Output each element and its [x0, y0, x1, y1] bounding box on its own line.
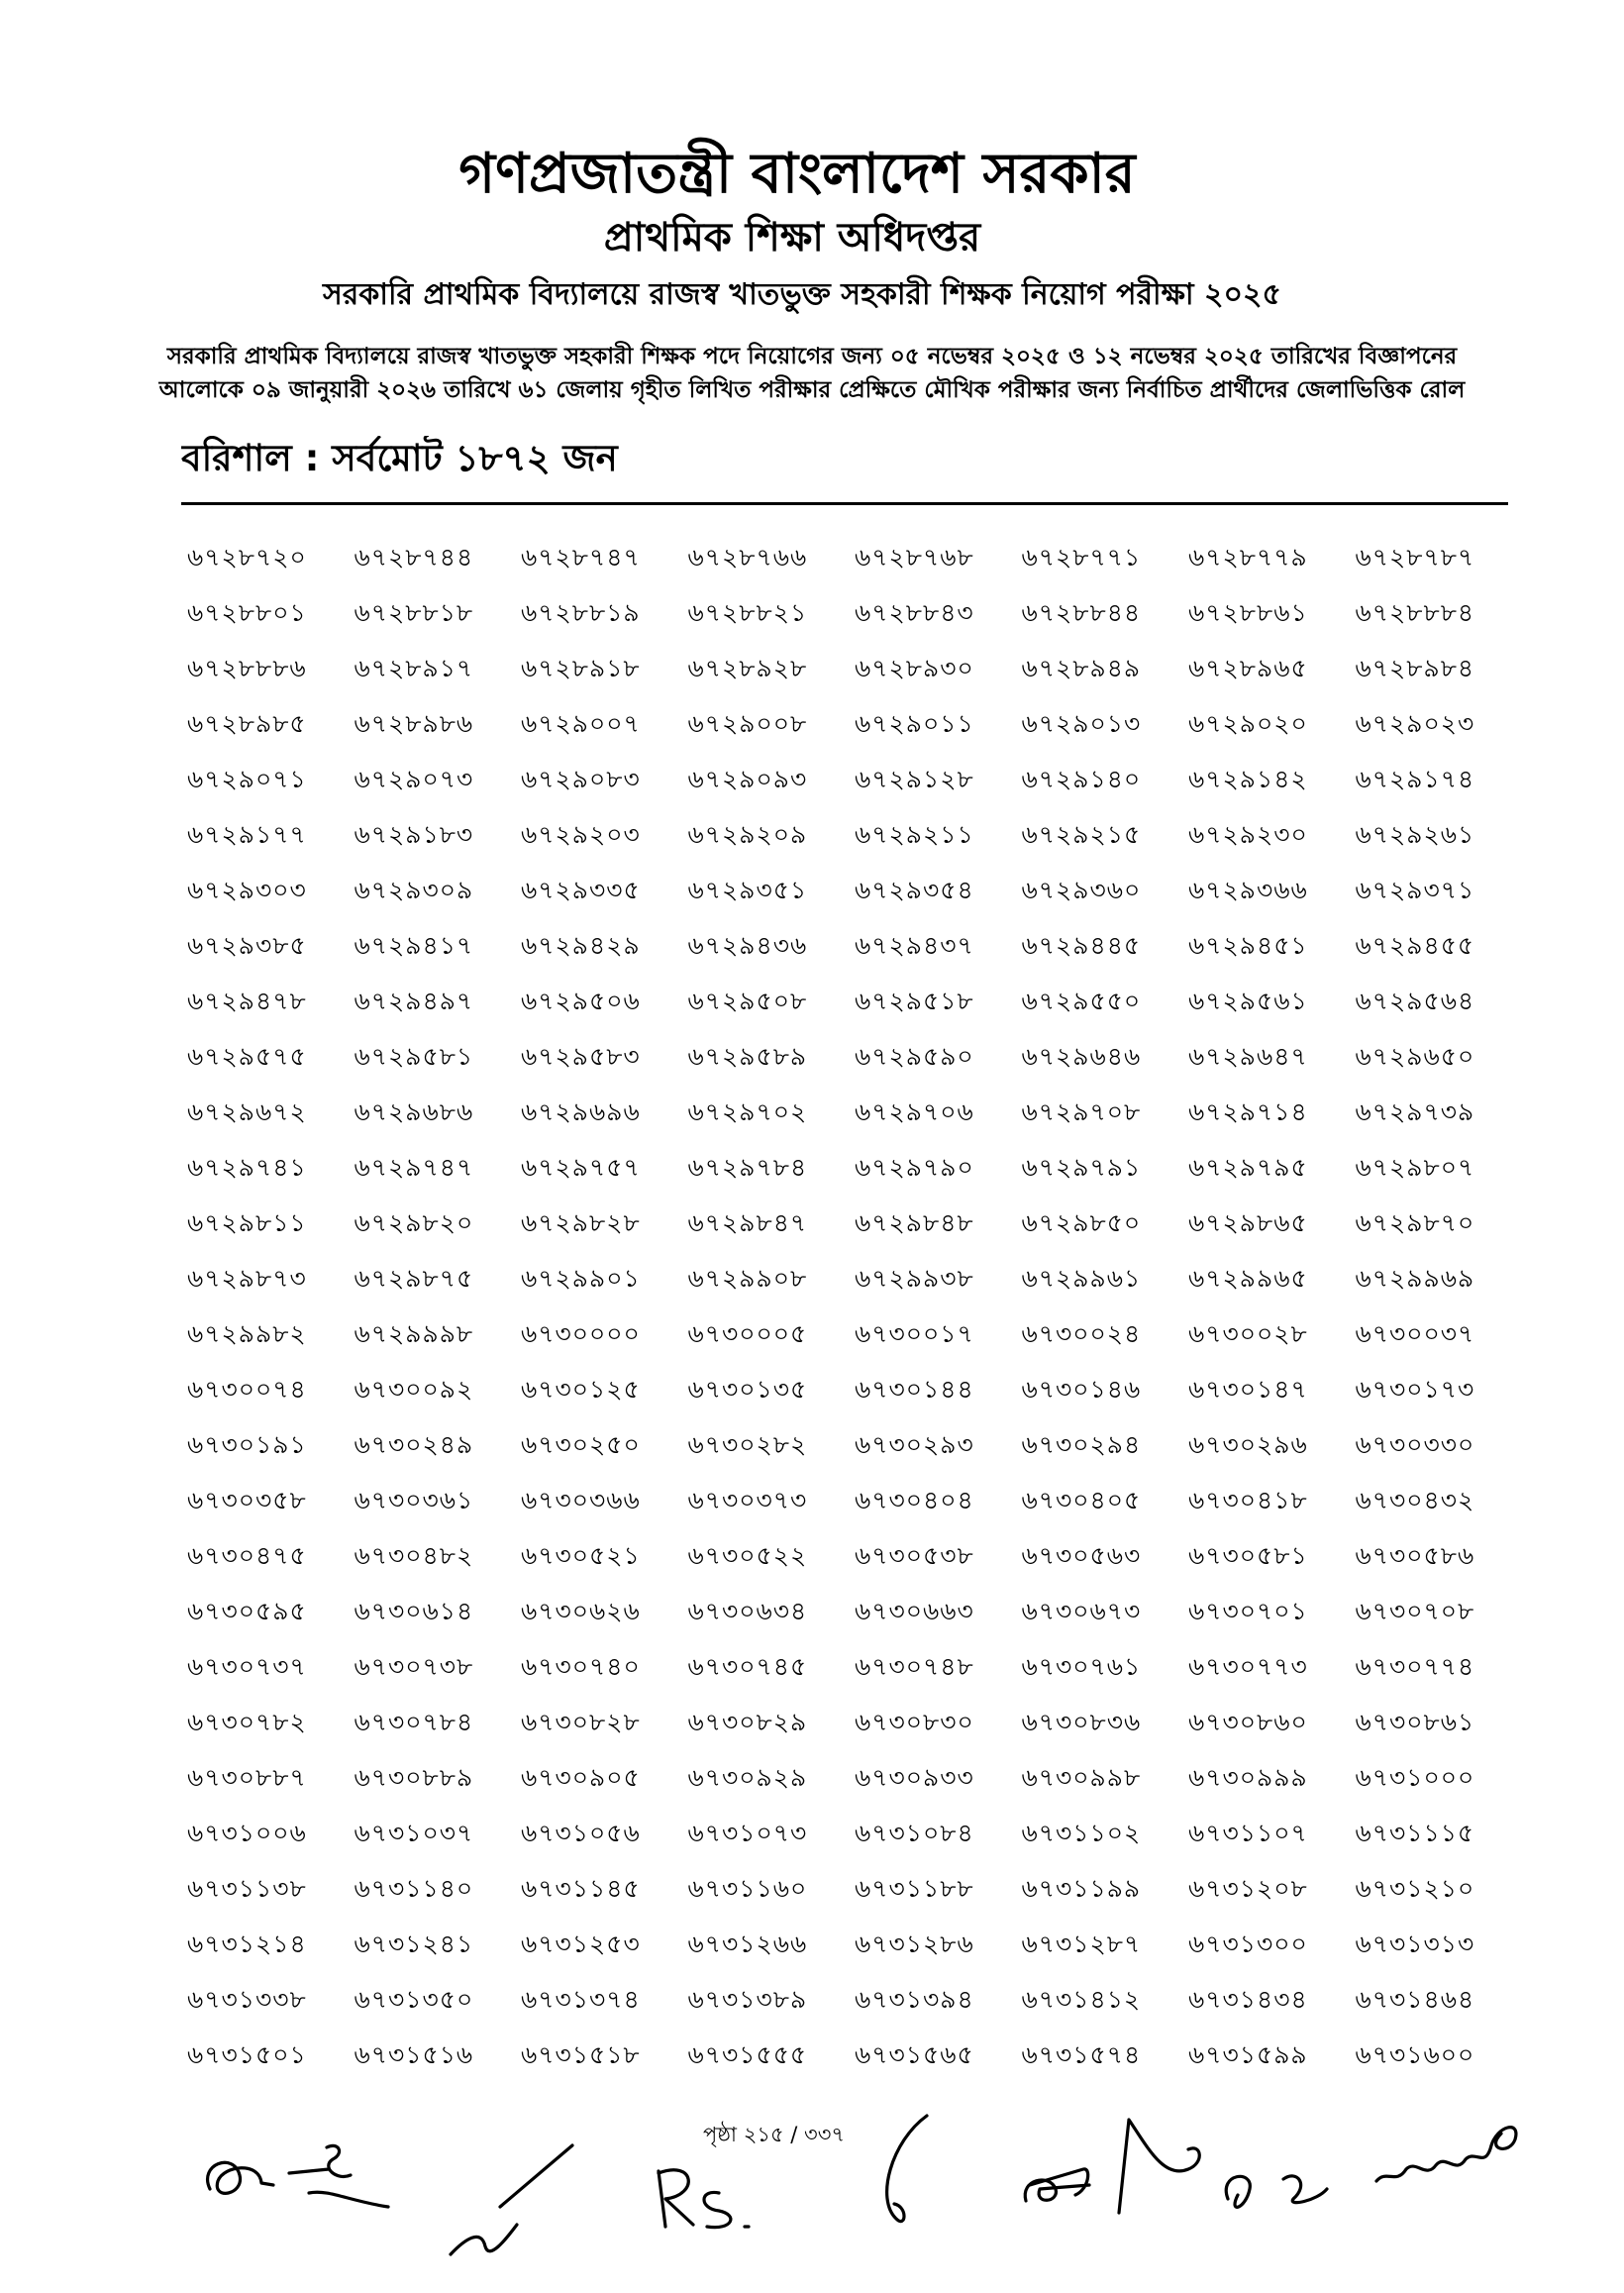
- roll-number: ৬৭২৯৭৪১: [187, 1153, 307, 1182]
- roll-row: [187, 1972, 1522, 2028]
- roll-number: ৬৭২৮৯৮৪: [1355, 654, 1475, 682]
- roll-number: ৬৭২৯৭৯১: [1021, 1153, 1142, 1182]
- roll-number: ৬৭৩০৪১৮: [1188, 1486, 1308, 1514]
- roll-number: ৬৭২৯৫৮৯: [687, 1042, 808, 1071]
- roll-number: ৬৭২৯৬৯৬: [521, 1097, 641, 1126]
- roll-number: ৬৭২৯৯০৮: [687, 1264, 808, 1293]
- roll-number: ৬৭২৮৭৪৪: [354, 543, 474, 572]
- page-number: পৃষ্ঠা ২১৫ / ৩৩৭: [703, 2123, 845, 2146]
- roll-number: ৬৭৩০৬১৪: [354, 1597, 474, 1625]
- roll-number: ৬৭৩১৩৭৪: [521, 1985, 641, 2014]
- signature-4: [887, 2116, 927, 2222]
- roll-number: ৬৭২৮৯১৭: [354, 654, 474, 682]
- roll-number: ৬৭৩১২১০: [1355, 1874, 1475, 1903]
- roll-number: ৬৭৩১৫৭৪: [1021, 2040, 1142, 2069]
- roll-number: ৬৭২৯০১৩: [1021, 709, 1142, 738]
- roll-number-grid: [187, 530, 1522, 2083]
- roll-number: ৬৭৩১৪১২: [1021, 1985, 1142, 2014]
- roll-number: ৬৭৩১৩৯৪: [855, 1985, 974, 2014]
- roll-number: ৬৭২৯৩৫১: [687, 876, 808, 904]
- roll-number: ৬৭৩১১০২: [1021, 1819, 1142, 1847]
- roll-number: ৬৭৩১১৪৫: [521, 1874, 641, 1903]
- roll-number: ৬৭২৯৭৯০: [855, 1153, 974, 1182]
- roll-number: ৬৭৩০৫২২: [687, 1541, 808, 1570]
- roll-number: ৬৭৩০১৯১: [187, 1430, 307, 1459]
- roll-number: ৬৭২৯২১১: [855, 820, 974, 849]
- roll-number: ৬৭৩১০০০: [1355, 1763, 1475, 1792]
- roll-number: ৬৭৩১২৮৬: [855, 1929, 974, 1958]
- roll-row: [187, 863, 1522, 918]
- roll-row: [187, 1639, 1522, 1695]
- roll-number: ৬৭২৮৭২০: [187, 543, 307, 572]
- roll-row: [187, 1140, 1522, 1196]
- roll-number: ৬৭২৯৪৩৭: [855, 931, 974, 960]
- roll-number: ৬৭২৯৬৪৭: [1188, 1042, 1308, 1071]
- roll-row: [187, 1584, 1522, 1639]
- roll-number: ৬৭৩০১৪৭: [1188, 1375, 1308, 1404]
- roll-number: ৬৭২৮৯৩০: [855, 654, 974, 682]
- roll-row: [187, 1251, 1522, 1306]
- roll-number: ৬৭৩০৩৩০: [1355, 1430, 1475, 1459]
- roll-number: ৬৭২৯৭০৬: [855, 1097, 974, 1126]
- roll-number: ৬৭৩০৮৬০: [1188, 1708, 1308, 1736]
- roll-row: [187, 2028, 1522, 2083]
- roll-number: ৬৭৩১১০৭: [1188, 1819, 1308, 1847]
- roll-number: ৬৭২৯৪৯৭: [354, 987, 474, 1015]
- roll-number: ৬৭২৯৭০৮: [1021, 1097, 1142, 1126]
- roll-number: ৬৭২৯০৯৩: [687, 765, 808, 793]
- roll-number: ৬৭৩১২৫৩: [521, 1929, 641, 1958]
- roll-number: ৬৭৩০১৩৫: [687, 1375, 808, 1404]
- roll-number: ৬৭২৯২০৩: [521, 820, 641, 849]
- roll-number: ৬৭৩০৯৩৩: [855, 1763, 974, 1792]
- roll-number: ৬৭৩১২৮৭: [1021, 1929, 1142, 1958]
- roll-number: ৬৭৩০০৭৪: [187, 1375, 307, 1404]
- roll-number: ৬৭২৯৪৭৮: [187, 987, 307, 1015]
- roll-number: ৬৭২৮৮০১: [187, 598, 307, 627]
- roll-number: ৬৭২৯৪৪৫: [1021, 931, 1142, 960]
- roll-number: ৬৭২৮৯৬৫: [1188, 654, 1308, 682]
- roll-number: ৬৭২৯০১১: [855, 709, 974, 738]
- roll-number: ৬৭৩০৫৬৩: [1021, 1541, 1142, 1570]
- roll-number: ৬৭৩০৫৩৮: [855, 1541, 974, 1570]
- roll-number: ৬৭৩০২৫০: [521, 1430, 641, 1459]
- roll-number: ৬৭২৯৭৮৪: [687, 1153, 808, 1182]
- roll-number: ৬৭২৯৮২৮: [521, 1208, 641, 1237]
- roll-number: ৬৭২৮৮১৯: [521, 598, 641, 627]
- roll-number: ৬৭২৯১৭৭: [187, 820, 307, 849]
- roll-number: ৬৭৩০৩৬১: [354, 1486, 474, 1514]
- roll-number: ৬৭২৮৮২১: [687, 598, 808, 627]
- roll-number: ৬৭৩০৪৮২: [354, 1541, 474, 1570]
- signature-3: [659, 2170, 749, 2228]
- roll-number: ৬৭২৯০৭১: [187, 765, 307, 793]
- roll-number: ৬৭৩০৫৮১: [1188, 1541, 1308, 1570]
- department-title: প্রাথমিক শিক্ষা অধিদপ্তর: [603, 215, 981, 261]
- roll-number: ৬৭২৯৪৫১: [1188, 931, 1308, 960]
- roll-number: ৬৭২৯৯৬১: [1021, 1264, 1142, 1293]
- roll-number: ৬৭২৯৪৫৫: [1355, 931, 1475, 960]
- roll-number: ৬৭৩১৪৬৪: [1355, 1985, 1475, 2014]
- roll-number: ৬৭২৯৫০৮: [687, 987, 808, 1015]
- roll-number: ৬৭৩০৬২৬: [521, 1597, 641, 1625]
- signature-6: [1119, 2120, 1327, 2213]
- roll-number: ৬৭৩১০৮৪: [855, 1819, 974, 1847]
- roll-number: ৬৭২৯২৬১: [1355, 820, 1475, 849]
- roll-number: ৬৭২৯৮৭০: [1355, 1208, 1475, 1237]
- roll-number: ৬৭২৯৩৮৫: [187, 931, 307, 960]
- roll-number: ৬৭৩০৭৪৫: [687, 1652, 808, 1681]
- roll-number: ৬৭৩০৬৩৪: [687, 1597, 808, 1625]
- roll-row: [187, 1196, 1522, 1251]
- roll-number: ৬৭২৯৪১৭: [354, 931, 474, 960]
- notice-line-2: আলোকে ০৯ জানুয়ারী ২০২৬ তারিখে ৬১ জেলায় গৃহীত লিখিত পরীক্ষার প্রেক্ষিতে মৌখিক পরীক্ষার জন্য নির্বাচিত প্রার্থীদের জেলাভিত্তিক রোল: [158, 377, 1466, 403]
- roll-row: [187, 530, 1522, 585]
- roll-number: ৬৭২৯০৮৩: [521, 765, 641, 793]
- roll-number: ৬৭৩০৮২৮: [521, 1708, 641, 1736]
- roll-number: ৬৭৩০৭৪৮: [855, 1652, 974, 1681]
- roll-number: ৬৭২৯৪৩৬: [687, 931, 808, 960]
- roll-number: ৬৭৩১২১৪: [187, 1929, 307, 1958]
- government-title: গণপ্রজাতন্ত্রী বাংলাদেশ সরকার: [458, 142, 1136, 206]
- roll-number: ৬৭৩০০৯২: [354, 1375, 474, 1404]
- heading-divider: [181, 502, 1508, 505]
- roll-number: ৬৭২৮৮৮৬: [187, 654, 307, 682]
- roll-number: ৬৭৩০৪৩২: [1355, 1486, 1475, 1514]
- roll-number: ৬৭২৯৫৬১: [1188, 987, 1308, 1015]
- roll-number: ৬৭২৯০০৭: [521, 709, 641, 738]
- roll-number: ৬৭২৯২১৫: [1021, 820, 1142, 849]
- roll-number: ৬৭২৯৯৮২: [187, 1319, 307, 1348]
- roll-number: ৬৭২৮৯২৮: [687, 654, 808, 682]
- roll-number: ৬৭৩০৫৯৫: [187, 1597, 307, 1625]
- roll-number: ৬৭৩০৯৯৮: [1021, 1763, 1142, 1792]
- roll-row: [187, 1029, 1522, 1085]
- roll-number: ৬৭৩১০৫৬: [521, 1819, 641, 1847]
- roll-number: ৬৭২৯৯৬৫: [1188, 1264, 1308, 1293]
- roll-number: ৬৭৩০৭৩৮: [354, 1652, 474, 1681]
- roll-number: ৬৭২৯১৮৩: [354, 820, 474, 849]
- roll-number: ৬৭২৯৩৫৪: [855, 876, 974, 904]
- signature-5: [1025, 2169, 1089, 2201]
- roll-number: ৬৭২৯০২০: [1188, 709, 1308, 738]
- roll-row: [187, 1417, 1522, 1473]
- signature-1: [208, 2145, 388, 2207]
- roll-number: ৬৭৩০৫৮৬: [1355, 1541, 1475, 1570]
- roll-row: [187, 974, 1522, 1029]
- roll-number: ৬৭৩১০৭৩: [687, 1819, 808, 1847]
- roll-number: ৬৭৩০৪০৫: [1021, 1486, 1142, 1514]
- roll-number: ৬৭২৯৩০৯: [354, 876, 474, 904]
- roll-number: ৬৭৩১২৬৬: [687, 1929, 808, 1958]
- roll-number: ৬৭৩০০২৮: [1188, 1319, 1308, 1348]
- roll-number: ৬৭২৯৮১১: [187, 1208, 307, 1237]
- roll-number: ৬৭২৯২৩০: [1188, 820, 1308, 849]
- roll-number: ৬৭২৯৫৫০: [1021, 987, 1142, 1015]
- roll-number: ৬৭২৮৭৬৮: [855, 543, 974, 572]
- roll-number: ৬৭২৯৮০৭: [1355, 1153, 1475, 1182]
- roll-number: ৬৭৩০৫২১: [521, 1541, 641, 1570]
- roll-number: ৬৭৩০৯০৫: [521, 1763, 641, 1792]
- roll-number: ৬৭২৯৮৬৫: [1188, 1208, 1308, 1237]
- roll-number: ৬৭২৯৫৭৫: [187, 1042, 307, 1071]
- roll-row: [187, 918, 1522, 974]
- roll-number: ৬৭৩০০০০: [521, 1319, 641, 1348]
- roll-number: ৬৭৩১৩৫০: [354, 1985, 474, 2014]
- roll-number: ৬৭৩০৭৪০: [521, 1652, 641, 1681]
- roll-number: ৬৭২৯৭০২: [687, 1097, 808, 1126]
- roll-number: ৬৭৩১৫৬৫: [855, 2040, 974, 2069]
- roll-number: ৬৭২৮৭৭১: [1021, 543, 1142, 572]
- roll-number: ৬৭২৯৬৭২: [187, 1097, 307, 1126]
- roll-number: ৬৭৩১২০৮: [1188, 1874, 1308, 1903]
- roll-number: ৬৭৩১৩৮৯: [687, 1985, 808, 2014]
- roll-number: ৬৭৩১১৯৯: [1021, 1874, 1142, 1903]
- roll-number: ৬৭৩০৮৮৭: [187, 1763, 307, 1792]
- roll-number: ৬৭৩১১৮৮: [855, 1874, 974, 1903]
- roll-number: ৬৭৩১৩০০: [1188, 1929, 1308, 1958]
- roll-number: ৬৭৩১০০৬: [187, 1819, 307, 1847]
- roll-number: ৬৭২৯৫৮৩: [521, 1042, 641, 1071]
- roll-row: [187, 696, 1522, 752]
- roll-number: ৬৭৩০৭৮৪: [354, 1708, 474, 1736]
- roll-number: ৬৭২৮৮৮৪: [1355, 598, 1475, 627]
- roll-number: ৬৭৩০৭০১: [1188, 1597, 1308, 1625]
- roll-number: ৬৭৩১৫৯৯: [1188, 2040, 1308, 2069]
- roll-number: ৬৭৩০৮২৯: [687, 1708, 808, 1736]
- roll-number: ৬৭২৮৮৪৪: [1021, 598, 1142, 627]
- roll-number: ৬৭৩০৩৫৮: [187, 1486, 307, 1514]
- roll-number: ৬৭৩০৭০৮: [1355, 1597, 1475, 1625]
- roll-number: ৬৭২৯১৪০: [1021, 765, 1142, 793]
- roll-number: ৬৭৩১০৩৭: [354, 1819, 474, 1847]
- roll-number: ৬৭২৯৬৮৬: [354, 1097, 474, 1126]
- roll-number: ৬৭২৯৩৬৬: [1188, 876, 1308, 904]
- roll-number: ৬৭২৯৮২০: [354, 1208, 474, 1237]
- roll-number: ৬৭২৯৬৪৬: [1021, 1042, 1142, 1071]
- roll-row: [187, 1861, 1522, 1917]
- roll-number: ৬৭৩১১৪০: [354, 1874, 474, 1903]
- roll-number: ৬৭৩১২৪১: [354, 1929, 474, 1958]
- signature-7: [1376, 2128, 1516, 2181]
- roll-number: ৬৭২৯৭৪৭: [354, 1153, 474, 1182]
- roll-number: ৬৭২৮৯৮৫: [187, 709, 307, 738]
- roll-number: ৬৭৩০৩৬৬: [521, 1486, 641, 1514]
- roll-number: ৬৭৩০১২৫: [521, 1375, 641, 1404]
- roll-number: ৬৭৩০১৪৪: [855, 1375, 974, 1404]
- roll-number: ৬৭৩০৮৬১: [1355, 1708, 1475, 1736]
- roll-number: ৬৭২৯৩০৩: [187, 876, 307, 904]
- roll-number: ৬৭২৮৭৭৯: [1188, 543, 1308, 572]
- roll-number: ৬৭২৯৯০১: [521, 1264, 641, 1293]
- roll-number: ৬৭৩০২৯৩: [855, 1430, 974, 1459]
- roll-number: ৬৭৩০২৯৪: [1021, 1430, 1142, 1459]
- roll-number: ৬৭২৮৭৬৬: [687, 543, 808, 572]
- roll-number: ৬৭৩০৮৮৯: [354, 1763, 474, 1792]
- roll-number: ৬৭২৮৮৬১: [1188, 598, 1308, 627]
- roll-row: [187, 1085, 1522, 1140]
- roll-number: ৬৭২৯৩৩৫: [521, 876, 641, 904]
- roll-number: ৬৭২৮৯৮৬: [354, 709, 474, 738]
- roll-number: ৬৭২৯৭৫৭: [521, 1153, 641, 1182]
- roll-number: ৬৭৩০২৪৯: [354, 1430, 474, 1459]
- roll-number: ৬৭৩০২৮২: [687, 1430, 808, 1459]
- roll-number: ৬৭২৯১৪২: [1188, 765, 1308, 793]
- roll-number: ৬৭৩০৭৮২: [187, 1708, 307, 1736]
- roll-number: ৬৭৩০৭৬১: [1021, 1652, 1142, 1681]
- roll-number: ৬৭২৯০২৩: [1355, 709, 1475, 738]
- roll-number: ৬৭৩০০২৪: [1021, 1319, 1142, 1348]
- roll-number: ৬৭৩১৩১৩: [1355, 1929, 1475, 1958]
- roll-number: ৬৭২৮৭৮৭: [1355, 543, 1475, 572]
- roll-number: ৬৭২৯২০৯: [687, 820, 808, 849]
- roll-row: [187, 1306, 1522, 1362]
- roll-number: ৬৭২৯৬৫০: [1355, 1042, 1475, 1071]
- roll-number: ৬৭৩০৮৩৬: [1021, 1708, 1142, 1736]
- roll-number: ৬৭৩০৯৯৯: [1188, 1763, 1308, 1792]
- roll-number: ৬৭৩০১৪৬: [1021, 1375, 1142, 1404]
- roll-number: ৬৭৩০২৯৬: [1188, 1430, 1308, 1459]
- roll-number: ৬৭২৯৫৬৪: [1355, 987, 1475, 1015]
- notice-line-1: সরকারি প্রাথমিক বিদ্যালয়ে রাজস্ব খাতভুক্ত সহকারী শিক্ষক পদে নিয়োগের জন্য ০৫ নভেম্বর ২০২৫ ও ১২ নভেম্বর ২০২৫ তারিখের বিজ্ঞাপনের: [166, 344, 1458, 369]
- roll-number: ৬৭৩১৫১৬: [354, 2040, 474, 2069]
- district-heading: বরিশাল : সর্বমোট ১৮৭২ জন: [181, 437, 618, 479]
- roll-number: ৬৭৩০৬৬৩: [855, 1597, 974, 1625]
- roll-number: ৬৭২৯১৭৪: [1355, 765, 1475, 793]
- signatures-area: [0, 2090, 1624, 2288]
- roll-row: [187, 1806, 1522, 1861]
- roll-number: ৬৭৩০৭৭৩: [1188, 1652, 1308, 1681]
- roll-number: ৬৭৩১১৩৮: [187, 1874, 307, 1903]
- roll-number: ৬৭৩০৮৩০: [855, 1708, 974, 1736]
- roll-number: ৬৭২৯১২৮: [855, 765, 974, 793]
- roll-number: ৬৭৩১৪৩৪: [1188, 1985, 1308, 2014]
- roll-number: ৬৭৩১৬০০: [1355, 2040, 1475, 2069]
- roll-number: ৬৭২৮৯৪৯: [1021, 654, 1142, 682]
- roll-number: ৬৭২৯৮৪৭: [687, 1208, 808, 1237]
- roll-number: ৬৭২৯৭১৪: [1188, 1097, 1308, 1126]
- roll-number: ৬৭২৯৭৯৫: [1188, 1153, 1308, 1182]
- roll-row: [187, 1695, 1522, 1750]
- roll-number: ৬৭২৯৩৬০: [1021, 876, 1142, 904]
- roll-number: ৬৭৩০৭৭৪: [1355, 1652, 1475, 1681]
- roll-number: ৬৭৩১৫৫৫: [687, 2040, 808, 2069]
- roll-number: ৬৭২৯০৭৩: [354, 765, 474, 793]
- roll-number: ৬৭৩০৪৭৫: [187, 1541, 307, 1570]
- roll-number: ৬৭৩০০০৫: [687, 1319, 808, 1348]
- roll-number: ৬৭২৮৮১৮: [354, 598, 474, 627]
- signature-2: [451, 2145, 572, 2254]
- roll-row: [187, 1362, 1522, 1417]
- roll-number: ৬৭২৯৮৭৫: [354, 1264, 474, 1293]
- roll-number: ৬৭৩০৩৭৩: [687, 1486, 808, 1514]
- roll-number: ৬৭২৯৫১৮: [855, 987, 974, 1015]
- roll-number: ৬৭২৯৩৭১: [1355, 876, 1475, 904]
- roll-number: ৬৭৩১১১৫: [1355, 1819, 1475, 1847]
- roll-number: ৬৭৩১৫১৮: [521, 2040, 641, 2069]
- roll-row: [187, 752, 1522, 807]
- exam-title: সরকারি প্রাথমিক বিদ্যালয়ে রাজস্ব খাতভুক্ত সহকারী শিক্ষক নিয়োগ পরীক্ষা ২০২৫: [322, 277, 1282, 312]
- roll-number: ৬৭২৯৮৭৩: [187, 1264, 307, 1293]
- roll-number: ৬৭২৯৯৯৮: [354, 1319, 474, 1348]
- roll-number: ৬৭৩০১৭৩: [1355, 1375, 1475, 1404]
- roll-number: ৬৭৩১৩৩৮: [187, 1985, 307, 2014]
- roll-number: ৬৭২৯৯৬৯: [1355, 1264, 1475, 1293]
- roll-number: ৬৭২৯০০৮: [687, 709, 808, 738]
- roll-row: [187, 1528, 1522, 1584]
- roll-row: [187, 1917, 1522, 1972]
- roll-row: [187, 807, 1522, 863]
- roll-number: ৬৭২৯৫৮১: [354, 1042, 474, 1071]
- roll-number: ৬৭২৯৭৩৯: [1355, 1097, 1475, 1126]
- roll-row: [187, 1473, 1522, 1528]
- roll-row: [187, 641, 1522, 696]
- roll-row: [187, 585, 1522, 641]
- roll-row: [187, 1750, 1522, 1806]
- roll-number: ৬৭২৮৯১৮: [521, 654, 641, 682]
- roll-number: ৬৭২৯৮৫০: [1021, 1208, 1142, 1237]
- roll-number: ৬৭২৯৪২৯: [521, 931, 641, 960]
- roll-number: ৬৭৩১৫০১: [187, 2040, 307, 2069]
- roll-number: ৬৭৩০৬৭৩: [1021, 1597, 1142, 1625]
- roll-number: ৬৭২৯৯৩৮: [855, 1264, 974, 1293]
- roll-number: ৬৭২৯৫০৬: [521, 987, 641, 1015]
- roll-number: ৬৭২৯৮৪৮: [855, 1208, 974, 1237]
- roll-number: ৬৭৩১১৬০: [687, 1874, 808, 1903]
- roll-number: ৬৭২৮৮৪৩: [855, 598, 974, 627]
- roll-number: ৬৭৩০৯২৯: [687, 1763, 808, 1792]
- roll-number: ৬৭৩০৭৩৭: [187, 1652, 307, 1681]
- roll-number: ৬৭৩০০১৭: [855, 1319, 974, 1348]
- roll-number: ৬৭২৯৫৯০: [855, 1042, 974, 1071]
- roll-number: ৬৭২৮৭৪৭: [521, 543, 641, 572]
- roll-number: ৬৭৩০৪০৪: [855, 1486, 974, 1514]
- roll-number: ৬৭৩০০৩৭: [1355, 1319, 1475, 1348]
